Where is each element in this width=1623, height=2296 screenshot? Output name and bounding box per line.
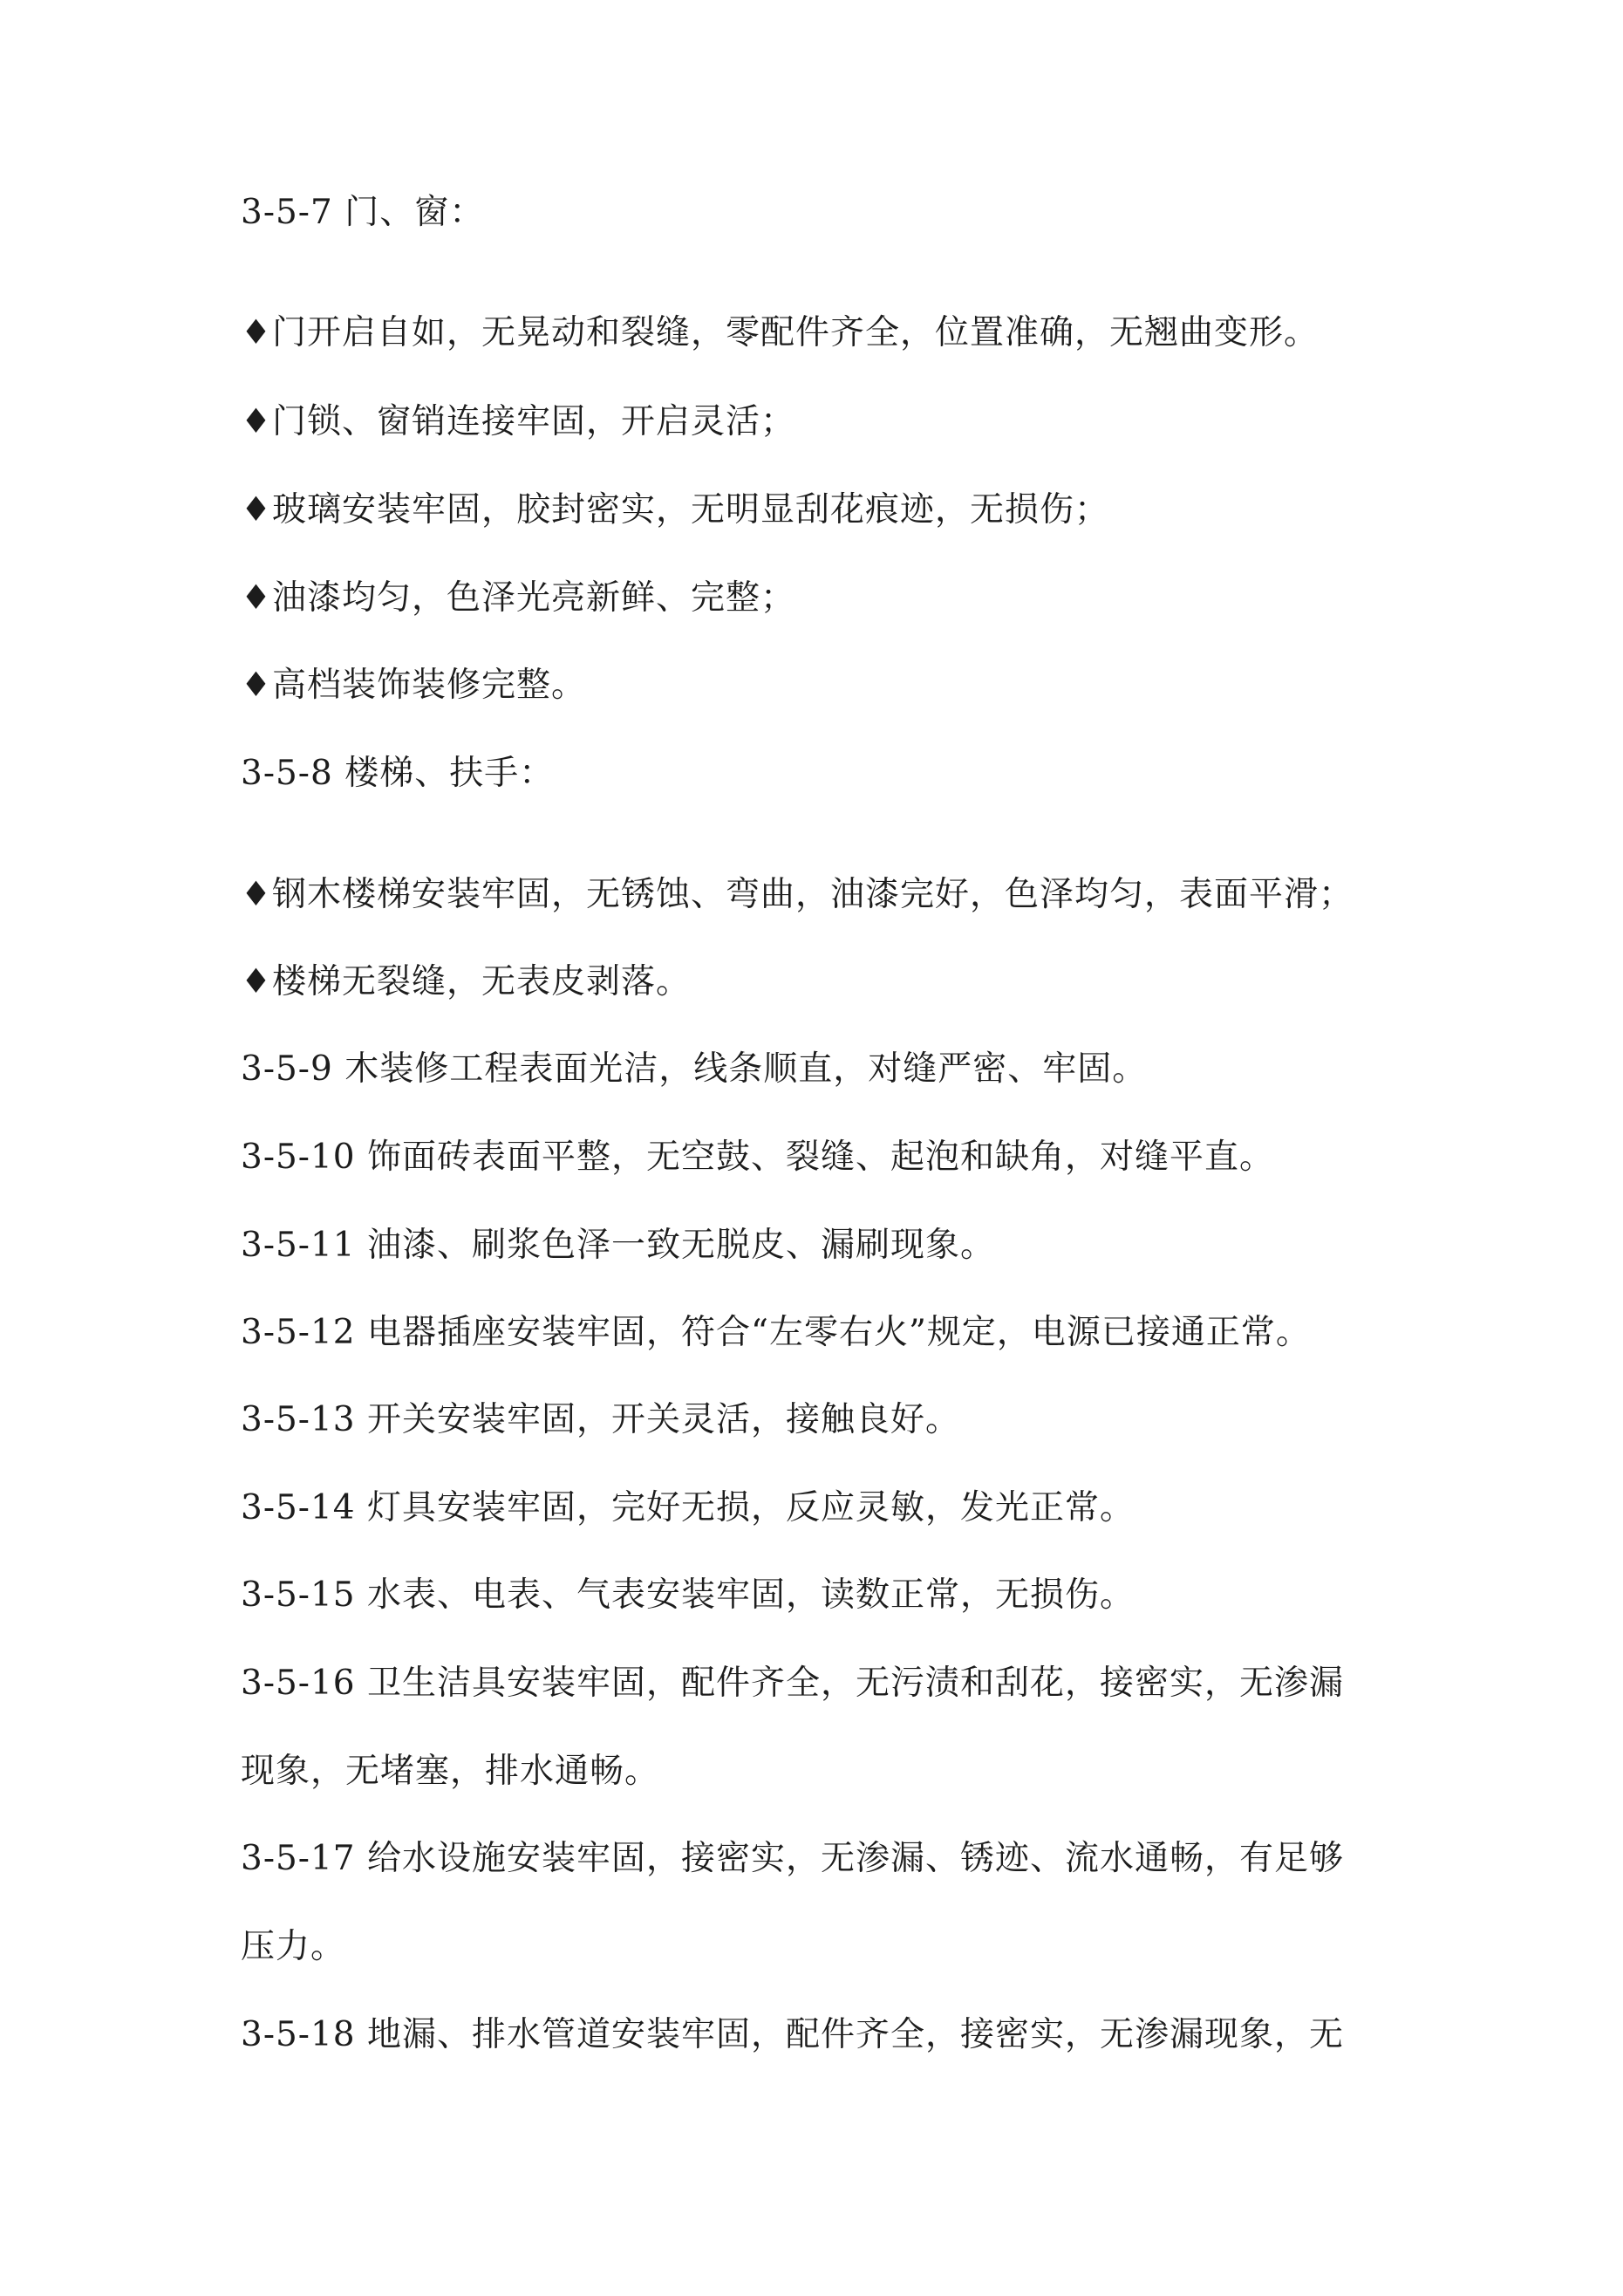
- item-3-5-11: 3-5-11 油漆、刷浆色泽一致无脱皮、漏刷现象。: [241, 1226, 996, 1265]
- bullet-stair-install: ♦钢木楼梯安装牢固，无锈蚀、弯曲，油漆完好，色泽均匀，表面平滑；: [241, 875, 1354, 914]
- bullet-glass: ♦玻璃安装牢固，胶封密实，无明显刮花痕迹，无损伤；: [241, 490, 1109, 530]
- bullet-stair-crack: ♦楼梯无裂缝，无表皮剥落。: [241, 962, 691, 1001]
- item-3-5-17-line1: 3-5-17 给水设施安装牢固，接密实，无渗漏、锈迹、流水通畅，有足够: [241, 1839, 1345, 1878]
- item-3-5-16-line2: 现象，无堵塞，排水通畅。: [241, 1752, 660, 1791]
- heading-3-5-8: 3-5-8 楼梯、扶手：: [241, 754, 555, 793]
- item-3-5-16-line1: 3-5-16 卫生洁具安装牢固，配件齐全，无污渍和刮花，接密实，无渗漏: [241, 1664, 1345, 1703]
- bullet-paint: ♦油漆均匀，色泽光亮新鲜、完整；: [241, 578, 795, 618]
- item-3-5-18-line1: 3-5-18 地漏、排水管道安装牢固，配件齐全，接密实，无渗漏现象，无: [241, 2015, 1345, 2054]
- bullet-decoration: ♦高档装饰装修完整。: [241, 666, 586, 705]
- item-3-5-12: 3-5-12 电器插座安装牢固，符合“左零右火”规定，电源已接通正常。: [241, 1313, 1311, 1352]
- item-3-5-17-line2: 压力。: [241, 1927, 346, 1966]
- heading-3-5-7: 3-5-7 门、窗：: [241, 193, 485, 232]
- item-3-5-9: 3-5-9 木装修工程表面光洁，线条顺直，对缝严密、牢固。: [241, 1049, 1148, 1089]
- bullet-door-lock: ♦门锁、窗销连接牢固，开启灵活；: [241, 402, 795, 441]
- bullet-door-open: ♦门开启自如，无晃动和裂缝，零配件齐全，位置准确，无翘曲变形。: [241, 313, 1319, 352]
- item-3-5-13: 3-5-13 开关安装牢固，开关灵活，接触良好。: [241, 1400, 961, 1439]
- item-3-5-10: 3-5-10 饰面砖表面平整，无空鼓、裂缝、起泡和缺角，对缝平直。: [241, 1138, 1275, 1177]
- item-3-5-14: 3-5-14 灯具安装牢固，完好无损，反应灵敏，发光正常。: [241, 1488, 1135, 1527]
- item-3-5-15: 3-5-15 水表、电表、气表安装牢固，读数正常，无损伤。: [241, 1575, 1135, 1615]
